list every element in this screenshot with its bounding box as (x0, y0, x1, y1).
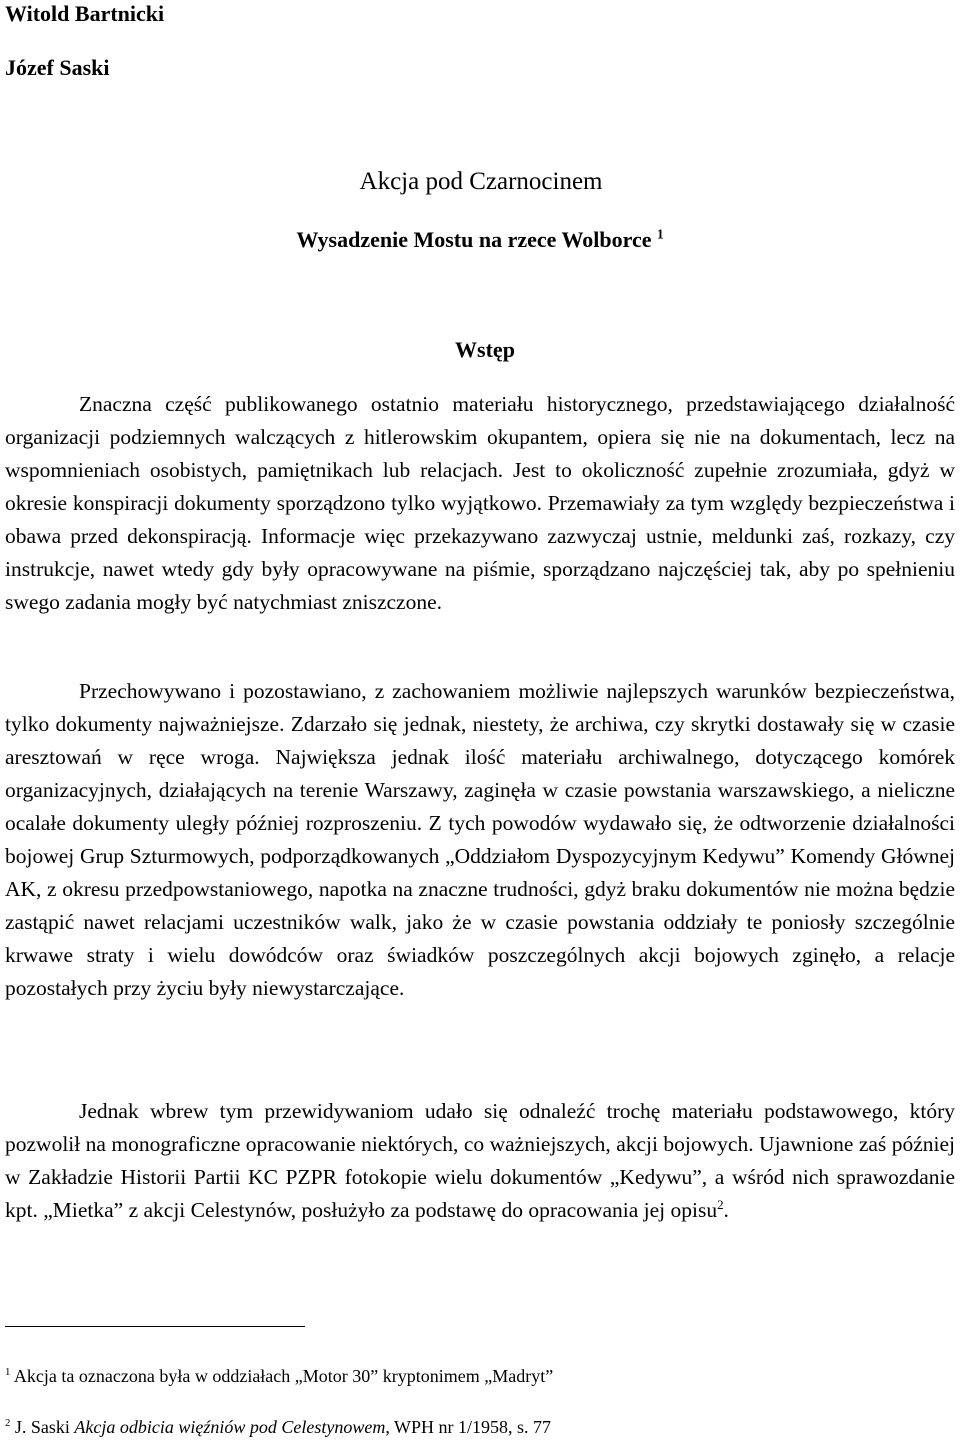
document-subtitle (0, 226, 960, 254)
footnote-reference: 1 (657, 226, 664, 242)
body-paragraph: Znaczna część publikowanego ostatnio materiału historycznego, przedstawiającego działalność organizacji podziemnych walczących z hitlerowskim okupantem, opiera się nie na dokumentach, lecz na wspomnieniach osobistych, pamiętnikach lub relacjach. Jest to okoliczność zupełnie zrozumiała, gdyż w okresie konspiracji dokumenty sporządzono tylko wyjątkowo. Przemawiały za tym względy bezpieczeństwa i obawa przed dekonspiracją. Informacje więc przekazywano zazwyczaj ustnie, meldunki zaś, rozkazy, czy instrukcje, nawet wtedy gdy były opracowywane na piśmie, sporządzano najczęściej tak, aby po spełnieniu swego zadania mogły być natychmiast zniszczone. (5, 392, 955, 614)
footnote (5, 1415, 955, 1439)
footnote-reference: 2 (717, 1197, 724, 1212)
paragraph-text: Jednak wbrew tym przewidywaniom udało się odnaleźć trochę materiału podstawowego, który pozwolił na monograficzne opracowanie niektórych, co ważniejszych, akcji bojowych. Ujawnione zaś później w Zakładzie Historii Partii KC PZPR fotokopie wielu dokumentów „Kedywu”, a wśród nich sprawozdanie kpt. „Mietka” z akcji Celestynów, posłużyło za podstawę do opracowania jej opisu (5, 1099, 955, 1222)
subtitle-text: Wysadzenie Mostu na rzece Wolborce (296, 227, 652, 252)
footnote-number: 2 (5, 1417, 11, 1429)
footnote (5, 1364, 955, 1388)
footnote-tail: , WPH nr 1/1958, s. 77 (385, 1417, 552, 1437)
author-name: Józef Saski (5, 55, 110, 80)
document-title: Akcja pod Czarnocinem (359, 168, 603, 195)
footnote-separator (5, 1326, 305, 1327)
cited-title: Akcja odbicia więźniów pod Celestynowem (74, 1417, 386, 1437)
paragraph-end: . (723, 1198, 729, 1222)
section-heading: Wstęp (455, 337, 515, 362)
footnote-text: Akcja ta oznaczona była w oddziałach „Motor 30” kryptonimem „Madryt” (13, 1366, 554, 1386)
footnote-lead: J. Saski (14, 1417, 75, 1437)
body-paragraph (5, 1095, 955, 1227)
footnote-number: 1 (5, 1366, 11, 1378)
body-paragraph: Przechowywano i pozostawiano, z zachowaniem możliwie najlepszych warunków bezpieczeństwa, tylko dokumenty najważniejsze. Zdarzało się jednak, niestety, że archiwa, czy skrytki dostawały się w czasie aresztowań w ręce wroga. Największa jednak ilość materiału archiwalnego, dotyczącego komórek organizacyjnych, działających na terenie Warszawy, zaginęła w czasie powstania warszawskiego, a nieliczne ocalałe dokumenty uległy później rozproszeniu. Z tych powodów wydawało się, że odtworzenie działalności bojowej Grup Szturmowych, podporządkowanych „Oddziałom Dyspozycyjnym Kedywu” Komendy Głównej AK, z okresu przedpowstaniowego, napotka na znaczne trudności, gdyż braku dokumentów nie można będzie zastąpić nawet relacjami uczestników walk, jako że w czasie powstania oddziały te poniosły szczególnie krwawe straty i wielu dowódców oraz świadków poszczególnych akcji bojowych zginęło, a relacje pozostałych przy życiu były niewystarczające. (5, 679, 955, 1000)
author-name: Witold Bartnicki (5, 1, 165, 26)
